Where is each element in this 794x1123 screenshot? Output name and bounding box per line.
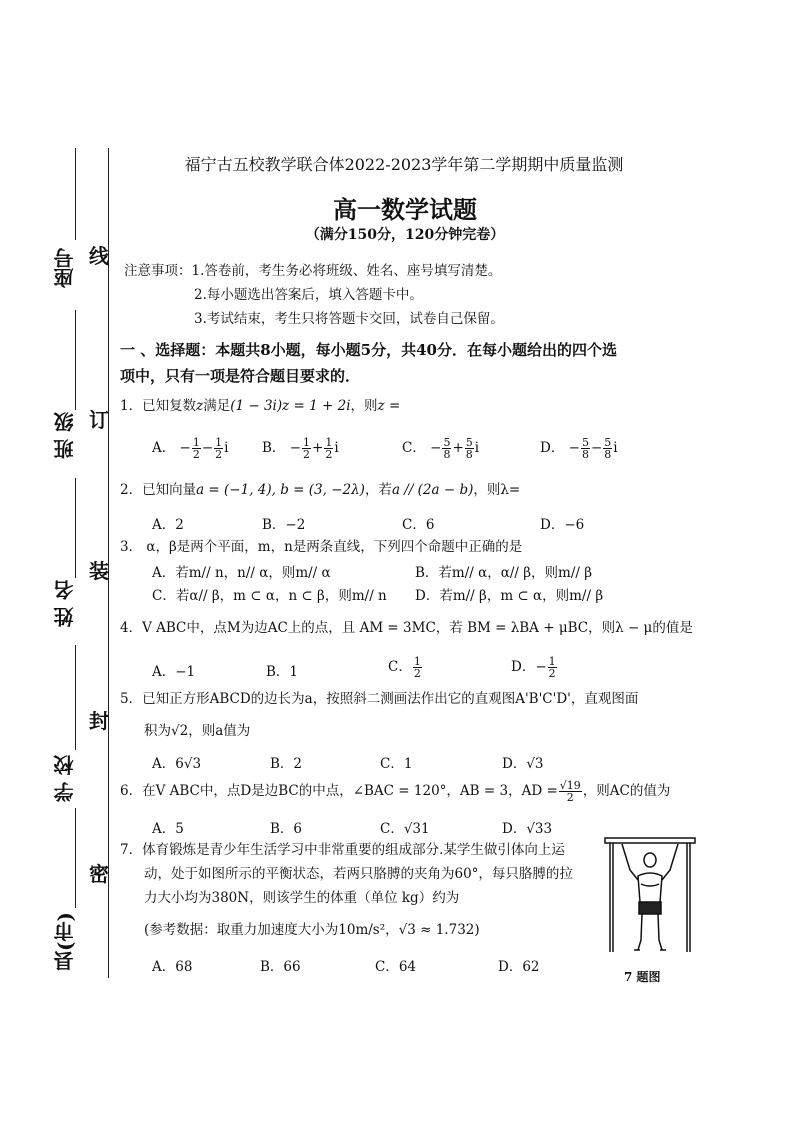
q4-d-label: D．− [511,659,547,675]
binding-char-feng: 封 [89,709,109,733]
q2-option-c: C．6 [402,517,435,533]
q1-equation: (1 − 3i)z = 1 + 2i [230,398,351,414]
q1-c-label: C． [402,440,426,456]
county-label [50,912,77,971]
frac-d: 8 [604,448,612,461]
name-blank-line [75,478,76,578]
q5-option-a: A．6√3 [152,756,202,772]
q7-option-a: A．68 [152,959,193,975]
question-7-reference: (参考数据：取重力加速度大小为10m/s²，√3 ≈ 1.732) [144,922,480,938]
school-label-text: 学 校 [53,755,77,802]
frac-n: 1 [413,655,421,668]
question-7-line2: 动，处于如图所示的平衡状态，若两只胳膊的夹角为60°，每只胳膊的拉 [144,866,573,882]
question-6 [120,780,670,803]
question-5-line1: 5．已知正方形ABCD的边长为a，按照斜二测画法作出它的直观图A'B'C'D'，直观图面 [120,691,639,707]
q5-option-d: D．√3 [502,756,544,772]
q1-option-c: C． − $\frac{5}{8}$ + $\frac{5}{8}$ i [402,436,480,461]
binding-char-zhuang: 装 [89,559,109,583]
q2-text-d: ，则λ= [473,482,521,498]
notes-1 [124,259,501,279]
left-leg [638,914,642,950]
frac-n: 5 [465,436,473,449]
school-blank-line [75,645,76,750]
q6-option-b: B．6 [270,821,303,837]
frac-d: 2 [325,448,333,461]
q4-option-b: B．1 [266,664,299,680]
class-blank-line [75,310,76,410]
frac-n: 5 [604,436,612,449]
note-item-2: 2.每小题选出答案后，填入答题卡中。 [194,287,423,303]
score-time: （满分150分，120分钟完卷） [305,227,505,243]
q6-tail: ，则AC的值为 [582,783,671,799]
seat-label-text: 座号 [53,248,77,288]
frac-n: 1 [215,436,223,449]
question-3: 3． α，β是两个平面，m，n是两条直线，下列四个命题中正确的是 [120,539,523,555]
q6-option-a: A．5 [152,821,184,837]
q2-option-d: D．−6 [540,517,585,533]
q2-vectors: a = (−1, 4), b = (3, −2λ) [196,482,365,498]
class-label [50,412,77,459]
q4-c-label: C． [388,659,412,675]
figure-caption: 7 题图 [624,970,661,984]
frac-d: 8 [465,448,473,461]
frac-n: 1 [548,655,556,668]
question-4: 4．V ABC中，点M为边AC上的点，且 AM = 3MC，若 BM = λBA + μBC，则λ − μ的值是 [120,620,693,636]
county-label-text: 县(市) [53,912,77,971]
q7-option-d: D．62 [498,959,540,975]
q1-b-label: B． [262,440,286,456]
binding-char-xian: 线 [89,244,109,268]
section1-line2: 项中，只有一项是符合题目要求的． [120,367,361,385]
q1-text-b: 满足 [203,398,231,414]
frac-d: 2 [192,448,200,461]
frac-n: 1 [325,436,333,449]
school-label [50,755,77,802]
shorts [639,902,661,914]
torso [638,873,662,904]
q1-option-a: A． − $\frac{1}{2}$ − $\frac{1}{2}$ i [152,436,229,461]
q4-option-d [511,655,558,679]
q1-a-label: A． [152,440,176,456]
question-5-line2: 积为√2，则a值为 [144,723,251,739]
exam-title: 福宁古五校教学联合体2022-2023学年第二学期期中质量监测 [184,155,624,174]
right-leg [658,914,662,950]
q6-option-c: C．√31 [380,821,430,837]
note-item-3: 3.考试结束，考生只将答题卡交回，试卷自己保留。 [194,311,504,327]
binding-char-ding: 订 [89,408,109,432]
frac-d: 2 [215,448,223,461]
q1-text-a: 已知复数 [142,398,197,414]
frac-d: 2 [303,448,311,461]
q7-option-c: C．64 [375,959,417,975]
frac-d: 2 [548,667,556,680]
frac-d: 8 [443,448,451,461]
frac-d: 2 [413,667,421,680]
q5-option-b: B．2 [270,756,303,772]
frac-n: 5 [443,436,451,449]
right-arm [662,844,678,880]
q5-option-c: C．1 [380,756,413,772]
question-2 [120,480,520,500]
q4-option-c [388,655,423,679]
q3-option-d: D．若m// β，m ⊂ α，则m// β [415,588,604,604]
binding-char-mi: 密 [89,862,109,886]
q2-option-b: B．−2 [262,517,306,533]
q4-option-a: A．−1 [152,664,196,680]
question-7-line1: 7．体育锻炼是青少年生活学习中非常重要的组成部分.某学生做引体向上运 [120,842,565,858]
seat-label [50,248,77,288]
q1-text-c: ，则 [350,398,378,414]
frac-d: 8 [581,448,589,461]
pullup-figure [600,832,700,960]
q1-d-label: D． [540,440,565,456]
left-arm [622,844,638,880]
name-label-text: 姓 名 [53,580,77,627]
question-7-line3: 力大小均为380N，则该学生的体重（单位 kg）约为 [144,890,460,906]
q1-option-b: B． − $\frac{1}{2}$ + $\frac{1}{2}$ i [262,436,339,461]
q1-num: 1． [120,398,143,414]
q6-text: 6．在V ABC中，点D是边BC的中点，∠BAC = 120°，AB = 3，AD = [120,783,558,799]
frac-d: 2 [566,791,574,804]
frac-n: √19 [559,779,581,792]
chest-line [641,884,659,886]
frac-n: 1 [303,436,311,449]
frac-n: 5 [581,436,589,449]
q3-option-a: A．若m// n，n// α，则m// α [152,565,331,581]
section1-line1: 一 、选择题：本题共8小题，每小题5分，共40分．在每小题给出的四个选 [120,341,617,359]
q2-num: 2． [120,482,143,498]
q3-option-c: C．若α// β，m ⊂ α，n ⊂ β，则m// n [152,588,387,604]
pullup-bar [605,838,695,843]
note-item-1: 1.答卷前，考生务必将班级、姓名、座号填写清楚。 [191,263,502,279]
county-blank-line [75,808,76,908]
q2-condition: a // (2a − b) [391,482,474,498]
q1-option-d: D． − $\frac{5}{8}$ − $\frac{5}{8}$ i [540,436,618,461]
q3-option-b: B．若m// α，α// β，则m// β [415,565,593,581]
question-1: 1．已知复数z满足(1 − 3i)z = 1 + 2i，则z = [120,398,401,414]
name-label [50,580,77,627]
frac-n: 1 [192,436,200,449]
q2-text-b: ，若 [364,482,392,498]
q2-text-a: 已知向量 [142,482,197,498]
class-label-text: 班 级 [53,412,77,459]
q6-option-d: D．√33 [502,821,553,837]
q7-option-b: B．66 [260,959,301,975]
subject-title: 高一数学试题 [333,195,477,224]
q2-option-a: A．2 [152,517,184,533]
head [644,853,656,867]
notes-label: 注意事项： [124,263,192,279]
